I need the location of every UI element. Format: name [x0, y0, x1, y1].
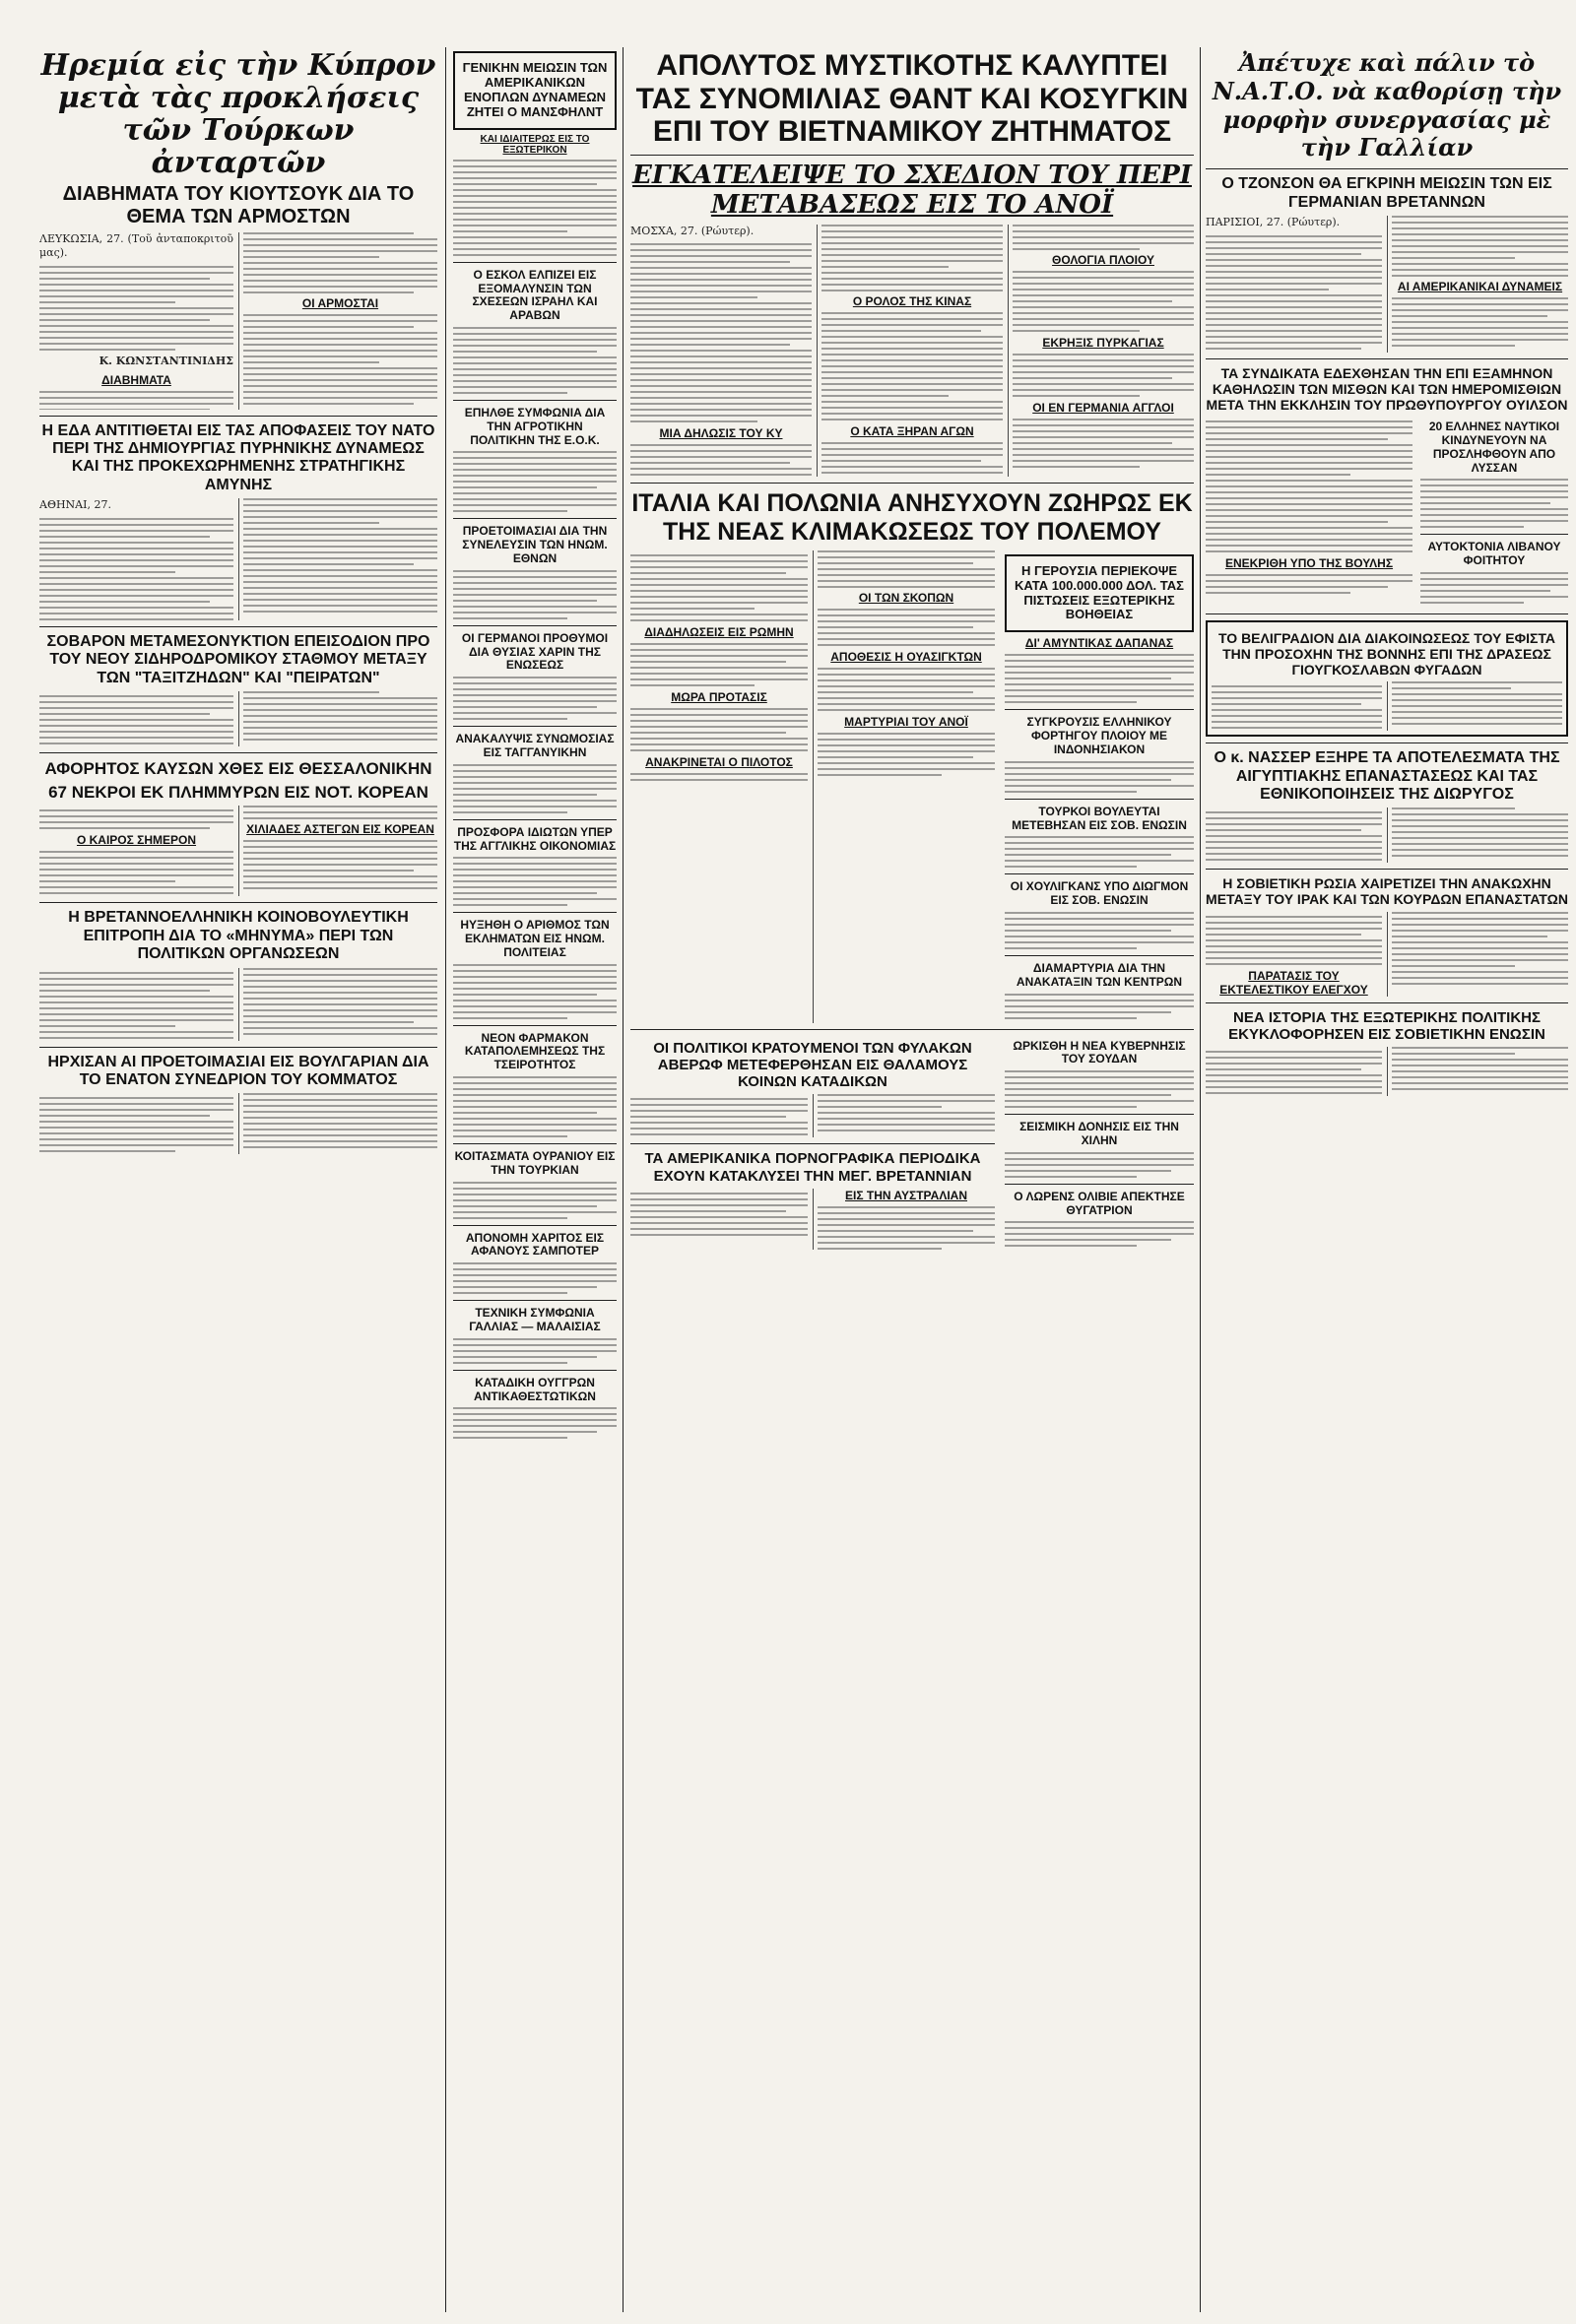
column-center: [630, 47, 1194, 2312]
kicker: Ο ΚΑΤΑ ΞΗΡΑΝ ΑΓΩΝ: [850, 423, 974, 438]
italy-article: [630, 550, 995, 1023]
belgrade-headline: ΤΟ ΒΕΛΙΓΡΑΔΙΟΝ ΔΙΑ ΔΙΑΚΟΙΝΩΣΕΩΣ ΤΟΥ ΕΦΙΣΤΑ ΤΗΝ ΠΡΟΣΟΧΗΝ ΤΗΣ ΒΟΝΝΗΣ ΕΠΙ ΤΗΣ ΔΡΑΣΕΩΣ ΓΙΟΥΓΚΟΣΛΑΒΩΝ ΦΥΓΑΔΩΝ: [1217, 629, 1555, 678]
iraq-headline: Η ΣΟΒΙΕΤΙΚΗ ΡΩΣΙΑ ΧΑΙΡΕΤΙΖΕΙ ΤΗΝ ΑΝΑΚΩΧΗΝ ΜΕΤΑΞΥ ΤΟΥ ΙΡΑΚ ΚΑΙ ΤΩΝ ΚΟΥΡΔΩΝ ΕΠΑΝΑΣΤΑΤΩΝ: [1206, 875, 1568, 908]
kicker: Ο ΡΟΛΟΣ ΤΗΣ ΚΙΝΑΣ: [852, 293, 972, 308]
senate-subheadline: ΔΙ' ΑΜΥΝΤΙΚΑΣ ΔΑΠΑΝΑΣ: [1024, 636, 1174, 651]
kicker: ΟΙ ΕΝ ΓΕΡΜΑΝΙΑ ΑΓΓΛΟΙ: [1032, 400, 1174, 415]
unions-headline: ΤΑ ΣΥΝΔΙΚΑΤΑ ΕΔΕΧΘΗΣΑΝ ΤΗΝ ΕΠΙ ΕΞΑΜΗΝΟΝ ΚΑΘΗΛΩΣΙΝ ΤΩΝ ΜΙΣΘΩΝ ΚΑΙ ΤΩΝ ΗΜΕΡΟΜΙΣΘΙΩΝ ΜΕΤΑ ΤΗΝ ΕΚΚΛΗΣΙΝ ΤΟΥ ΠΡΩΘΥΠΟΥΡΓΟΥ ΟΥΙΛΣΟΝ: [1206, 364, 1568, 414]
dateline: ΛΕΥΚΩΣΙΑ, 27. (Τοῦ ἀνταποκριτοῦ μας).: [39, 232, 233, 259]
kicker: ΧΙΛΙΑΔΕΣ ΑΣΤΕΓΩΝ ΕΙΣ ΚΟΡΕΑΝ: [246, 822, 434, 837]
kicker: ΕΝΕΚΡΙΘΗ ΥΠΟ ΤΗΣ ΒΟΥΛΗΣ: [1224, 556, 1394, 571]
kicker: ΟΙ ΑΡΜΟΣΤΑΙ: [301, 295, 379, 310]
british-greek-headline: Η ΒΡΕΤΑΝΝΟΕΛΛΗΝΙΚΗ ΚΟΙΝΟΒΟΥΛΕΥΤΙΚΗ ΕΠΙΤΡΟΠΗ ΔΙΑ ΤΟ «ΜΗΝΥΜΑ» ΠΕΡΙ ΤΩΝ ΠΟΛΙΤΙΚΩΝ ΟΡΓΑΝΩΣΕΩΝ: [68, 909, 409, 963]
main-subheadline: ΕΓΚΑΤΕΛΕΙΨΕ ΤΟ ΣΧΕΔΙΟΝ ΤΟΥ ΠΕΡΙ ΜΕΤΑΒΑΣΕΩΣ ΕΙΣ ΤΟ ΑΝΟΪ: [632, 160, 1192, 220]
protest-headline: ΔΙΑΜΑΡΤΥΡΙΑ ΔΙΑ ΤΗΝ ΑΝΑΚΑΤΑΞΙΝ ΤΩΝ ΚΕΝΤΡΩΝ: [1016, 960, 1183, 989]
medicine-headline: ΝΕΟΝ ΦΑΡΜΑΚΟΝ ΚΑΤΑΠΟΛΕΜΗΣΕΩΣ ΤΗΣ ΤΣΕΙΡΟΤΗΤΟΣ: [464, 1030, 606, 1072]
senate-headline: Η ΓΕΡΟΥΣΙΑ ΠΕΡΙΕΚΟΨΕ ΚΑΤΑ 100.000.000 ΔΟΛ. ΤΑΣ ΠΙΣΤΩΣΕΙΣ ΕΞΩΤΕΡΙΚΗΣ ΒΟΗΘΕΙΑΣ: [1015, 562, 1184, 622]
eec-headline: ΕΠΗΛΘΕ ΣΥΜΦΩΝΙΑ ΔΙΑ ΤΗΝ ΑΓΡΟΤΙΚΗΝ ΠΟΛΙΤΙΚΗΝ ΤΗΣ Ε.Ο.Κ.: [464, 405, 606, 447]
kicker: ΜΙΑ ΔΗΛΩΣΙΣ ΤΟΥ ΚΥ: [659, 426, 783, 441]
side-stack: [1005, 550, 1194, 1023]
olivier-headline: Ο ΛΩΡΕΝΣ ΟΛΙΒΙΕ ΑΠΕΚΤΗΣΕ ΘΥΓΑΤΡΙΟΝ: [1014, 1189, 1185, 1217]
column-right: [1206, 47, 1568, 2312]
lead-subheadline: ΔΙΑΒΗΜΑΤΑ ΤΟΥ ΚΙΟΥΤΣΟΥΚ ΔΙΑ ΤΟ ΘΕΜΑ ΤΩΝ ΑΡΜΟΣΤΩΝ: [62, 183, 415, 227]
kicker: ΕΚΡΗΞΙΣ ΠΥΡΚΑΓΙΑΣ: [1042, 335, 1164, 350]
main-headline: ΑΠΟΛΥΤΟΣ ΜΥΣΤΙΚΟΤΗΣ ΚΑΛΥΠΤΕΙ ΤΑΣ ΣΥΝΟΜΙΛΙΑΣ ΘΑΝΤ ΚΑΙ ΚΟΣΥΓΚΙΝ ΕΠΙ ΤΟΥ ΒΙΕΤΝΑΜΙΚΟΥ ΖΗΤΗΜΑΤΟΣ: [635, 49, 1189, 149]
lead-headline: Ηρεμία εἰς τὴν Κύπρον μετὰ τὰς προκλήσεις τῶν Τούρκων ἀνταρτῶν: [40, 48, 436, 180]
nasser-headline: Ο κ. ΝΑΣΣΕΡ ΕΞΗΡΕ ΤΑ ΑΠΟΤΕΛΕΣΜΑΤΑ ΤΗΣ ΑΙΓΥΠΤΙΑΚΗΣ ΕΠΑΝΑΣΤΑΣΕΩΣ ΚΑΙ ΤΑΣ ΕΘΝΙΚΟΠΟΙΗΣΕΙΣ ΤΗΣ ΔΙΩΡΥΓΟΣ: [1214, 749, 1560, 803]
dateline: ΜΟΣΧΑ, 27. (Ρώυτερ).: [630, 224, 755, 237]
nato-article: [39, 498, 437, 620]
magazines-headline: ΤΑ ΑΜΕΡΙΚΑΝΙΚΑ ΠΟΡΝΟΓΡΑΦΙΚΑ ΠΕΡΙΟΔΙΚΑ ΕΧΟΥΝ ΚΑΤΑΚΛΥΣΕΙ ΤΗΝ ΜΕΓ. ΒΡΕΤΑΝΝΙΑΝ: [644, 1150, 981, 1185]
italy-headline: ΙΤΑΛΙΑ ΚΑΙ ΠΟΛΩΝΙΑ ΑΝΗΣΥΧΟΥΝ ΖΩΗΡΩΣ ΕΚ ΤΗΣ ΝΕΑΣ ΚΛΙΜΑΚΩΣΕΩΣ ΤΟΥ ΠΟΛΕΜΟΥ: [631, 489, 1193, 546]
column-rule: [623, 47, 624, 2312]
kicker: ΕΙΣ ΤΗΝ ΑΥΣΤΡΑΛΙΑΝ: [845, 1188, 967, 1202]
rail-headline: ΣΟΒΑΡΟΝ ΜΕΤΑΜΕΣΟΝΥΚΤΙΟΝ ΕΠΕΙΣΟΔΙΟΝ ΠΡΟ ΤΟΥ ΝΕΟΥ ΣΙΔΗΡΟΔΡΟΜΙΚΟΥ ΣΤΑΘΜΟΥ ΜΕΤΑΞΥ ΤΩΝ "ΤΑΞΙΤΖΗΔΩΝ" ΚΑΙ "ΠΕΙΡΑΤΩΝ": [46, 633, 430, 686]
offer-headline: ΠΡΟΣΦΟΡΑ ΙΔΙΩΤΩΝ ΥΠΕΡ ΤΗΣ ΑΓΓΛΙΚΗΣ ΟΙΚΟΝΟΜΙΑΣ: [453, 824, 617, 853]
un-headline: ΠΡΟΕΤΟΙΜΑΣΙΑΙ ΔΙΑ ΤΗΝ ΣΥΝΕΛΕΥΣΙΝ ΤΩΝ ΗΝΩΜ. ΕΘΝΩΝ: [462, 524, 608, 565]
kicker: ΑΙ ΑΜΕΡΙΚΑΝΙΚΑΙ ΔΥΝΑΜΕΙΣ: [1397, 279, 1563, 293]
lead-article: [39, 232, 437, 410]
column-rule: [1200, 47, 1201, 2312]
tanganyika-headline: ΑΝΑΚΑΛΥΨΙΣ ΣΥΝΩΜΟΣΙΑΣ ΕΙΣ ΤΑΓΓΑΝΥΙΚΗΝ: [455, 732, 615, 759]
heat-headline: ΑΦΟΡΗΤΟΣ ΚΑΥΣΩΝ ΧΘΕΣ ΕΙΣ ΘΕΣΣΑΛΟΝΙΚΗΝ: [44, 759, 432, 779]
turkish-mps-headline: ΤΟΥΡΚΟΙ ΒΟΥΛΕΥΤΑΙ ΜΕΤΕΒΗΣΑΝ ΕΙΣ ΣΟΒ. ΕΝΩΣΙΝ: [1012, 804, 1187, 832]
collision-headline: ΣΥΓΚΡΟΥΣΙΣ ΕΛΛΗΝΙΚΟΥ ΦΟΡΤΗΓΟΥ ΠΛΟΙΟΥ ΜΕ ΙΝΔΟΝΗΣΙΑΚΟΝ: [1026, 715, 1172, 756]
uranium-headline: ΚΟΙΤΑΣΜΑΤΑ ΟΥΡΑΝΙΟΥ ΕΙΣ ΤΗΝ ΤΟΥΡΚΙΑΝ: [454, 1149, 616, 1177]
nato-headline: Η ΕΔΑ ΑΝΤΙΤΙΘΕΤΑΙ ΕΙΣ ΤΑΣ ΑΠΟΦΑΣΕΙΣ ΤΟΥ ΝΑΤΟ ΠΕΡΙ ΤΗΣ ΔΗΜΙΟΥΡΓΙΑΣ ΠΥΡΗΝΙΚΗΣ ΔΥΝΑΜΕΩΣ ΚΑΙ ΤΗΣ ΠΡΟΚΕΧΩΡΗΜΕΝΗΣ ΣΤΡΑΤΗΓΙΚΗΣ ΑΜΥΝΗΣ: [41, 421, 435, 493]
kicker: ΑΠΟΘΕΣΙΣ Η ΟΥΑΣΙΓΚΤΩΝ: [830, 649, 982, 664]
nato-france-headline: Ἀπέτυχε καὶ πάλιν τὸ Ν.Α.Τ.Ο. νὰ καθορίσῃ τὴν μορφὴν συνεργασίας μὲ τὴν Γαλλίαν: [1212, 48, 1562, 162]
column-narrow: [453, 47, 617, 2312]
hungarian-headline: ΚΑΤΑΔΙΚΗ ΟΥΓΓΡΩΝ ΑΝΤΙΚΑΘΕΣΤΩΤΙΚΩΝ: [474, 1375, 596, 1403]
kicker: ΑΝΑΚΡΙΝΕΤΑΙ Ο ΠΙΛΟΤΟΣ: [645, 754, 793, 769]
dateline: ΑΘΗΝΑΙ, 27.: [39, 498, 111, 512]
main-article: [630, 225, 1194, 478]
prisoners-headline: ΟΙ ΠΟΛΙΤΙΚΟΙ ΚΡΑΤΟΥΜΕΝΟΙ ΤΩΝ ΦΥΛΑΚΩΝ ΑΒΕΡΩΦ ΜΕΤΕΦΕΡΘΗΣΑΝ ΕΙΣ ΘΑΛΑΜΟΥΣ ΚΟΙΝΩΝ ΚΑΤΑΔΙΚΩΝ: [653, 1039, 972, 1091]
germans-headline: ΟΙ ΓΕΡΜΑΝΟΙ ΠΡΟΘΥΜΟΙ ΔΙΑ ΘΥΣΙΑΣ ΧΑΡΙΝ ΤΗΣ ΕΝΩΣΕΩΣ: [461, 630, 609, 673]
kicker: ΜΑΡΤΥΡΙΑΙ ΤΟΥ ΑΝΟΪ: [844, 714, 968, 729]
bulgaria-headline: ΗΡΧΙΣΑΝ ΑΙ ΠΡΟΕΤΟΙΜΑΣΙΑΙ ΕΙΣ ΒΟΥΛΓΑΡΙΑΝ ΔΙΑ ΤΟ ΕΝΑΤΟΝ ΣΥΝΕΔΡΙΟΝ ΤΟΥ ΚΟΜΜΑΤΟΣ: [47, 1053, 429, 1088]
column-rule: [445, 47, 446, 2312]
kicker: ΔΙΑΔΗΛΩΣΕΙΣ ΕΙΣ ΡΩΜΗΝ: [644, 624, 794, 639]
pardon-headline: ΑΠΟΝΟΜΗ ΧΑΡΙΤΟΣ ΕΙΣ ΑΦΑΝΟΥΣ ΣΑΜΠΟΤΕΡ: [465, 1230, 605, 1259]
mansfield-box: [453, 51, 617, 130]
byline: Κ. ΚΩΝΣΤΑΝΤΙΝΙΔΗΣ: [98, 354, 233, 367]
suicide-headline: ΑΥΤΟΚΤΟΝΙΑ ΛΙΒΑΝΟΥ ΦΟΙΤΗΤΟΥ: [1427, 540, 1561, 568]
kicker: ΘΟΛΟΓΙΑ ΠΛΟΙΟΥ: [1052, 252, 1154, 267]
flood-headline: 67 ΝΕΚΡΟΙ ΕΚ ΠΛΗΜΜΥΡΩΝ ΕΙΣ ΝΟΤ. ΚΟΡΕΑΝ: [48, 782, 428, 802]
hooligans-headline: ΟΙ ΧΟΥΛΙΓΚΑΝΣ ΥΠΟ ΔΙΩΓΜΟΝ ΕΙΣ ΣΟΒ. ΕΝΩΣΙΝ: [1010, 879, 1189, 908]
article-text: [39, 266, 233, 351]
sailors-headline: 20 ΕΛΛΗΝΕΣ ΝΑΥΤΙΚΟΙ ΚΙΝΔΥΝΕΥΟΥΝ ΝΑ ΠΡΟΣΛΗΦΘΟΥΝ ΑΠΟ ΛΥΣΣΑΝ: [1428, 420, 1560, 475]
eshkol-headline: Ο ΕΣΚΟΛ ΕΛΠΙΖΕΙ ΕΙΣ ΕΞΟΜΑΛΥΝΣΙΝ ΤΩΝ ΣΧΕΣΕΩΝ ΙΣΡΑΗΛ ΚΑΙ ΑΡΑΒΩΝ: [472, 267, 598, 323]
technical-headline: ΤΕΧΝΙΚΗ ΣΥΜΦΩΝΙΑ ΓΑΛΛΙΑΣ — ΜΑΛΑΙΣΙΑΣ: [469, 1306, 601, 1334]
kicker: Ο ΚΑΙΡΟΣ ΣΗΜΕΡΟΝ: [76, 833, 197, 848]
kicker: ΜΩΡΑ ΠΡΟΤΑΣΙΣ: [671, 689, 767, 704]
kicker: ΟΙ ΤΩΝ ΣΚΟΠΩΝ: [858, 590, 954, 605]
chile-headline: ΣΕΙΣΜΙΚΗ ΔΟΝΗΣΙΣ ΕΙΣ ΤΗΝ ΧΙΛΗΝ: [1019, 1120, 1179, 1147]
mansfield-subheadline: ΚΑΙ ΙΔΙΑΙΤΕΡΩΣ ΕΙΣ ΤΟ ΕΞΩΤΕΡΙΚΟΝ: [480, 133, 590, 156]
kicker: ΠΑΡΑΤΑΣΙΣ ΤΟΥ ΕΚΤΕΛΕΣΤΙΚΟΥ ΕΛΕΓΧΟΥ: [1219, 968, 1368, 997]
crime-headline: ΗΥΞΗΘΗ Ο ΑΡΙΘΜΟΣ ΤΩΝ ΕΚΛΗΜΑΤΩΝ ΕΙΣ ΗΝΩΜ. ΠΟΛΙΤΕΙΑΣ: [460, 918, 610, 959]
johnson-subheadline: Ο ΤΖΟΝΣΟΝ ΘΑ ΕΓΚΡΙΝΗ ΜΕΙΩΣΙΝ ΤΩΝ ΕΙΣ ΓΕΡΜΑΝΙΑΝ ΒΡΕΤΑΝΝΩΝ: [1221, 175, 1552, 211]
column-left: [39, 47, 437, 2312]
dateline: ΠΑΡΙΣΙΟΙ, 27. (Ρώυτερ).: [1206, 215, 1341, 228]
sudan-headline: ΩΡΚΙΣΘΗ Η ΝΕΑ ΚΥΒΕΡΝΗΣΙΣ ΤΟΥ ΣΟΥΔΑΝ: [1013, 1038, 1186, 1066]
mansfield-headline: ΓΕΝΙΚΗΝ ΜΕΙΩΣΙΝ ΤΩΝ ΑΜΕΡΙΚΑΝΙΚΩΝ ΕΝΟΠΛΩΝ ΔΥΝΑΜΕΩΝ ΖΗΤΕΙ Ο ΜΑΝΣΦΗΛΝΤ: [462, 60, 608, 119]
kicker: ΔΙΑΒΗΜΑΤΑ: [101, 373, 171, 388]
history-headline: ΝΕΑ ΙΣΤΟΡΙΑ ΤΗΣ ΕΞΩΤΕΡΙΚΗΣ ΠΟΛΙΤΙΚΗΣ ΕΚΥΚΛΟΦΟΡΗΣΕΝ ΕΙΣ ΣΟΒΙΕΤΙΚΗΝ ΕΝΩΣΙΝ: [1228, 1008, 1545, 1043]
